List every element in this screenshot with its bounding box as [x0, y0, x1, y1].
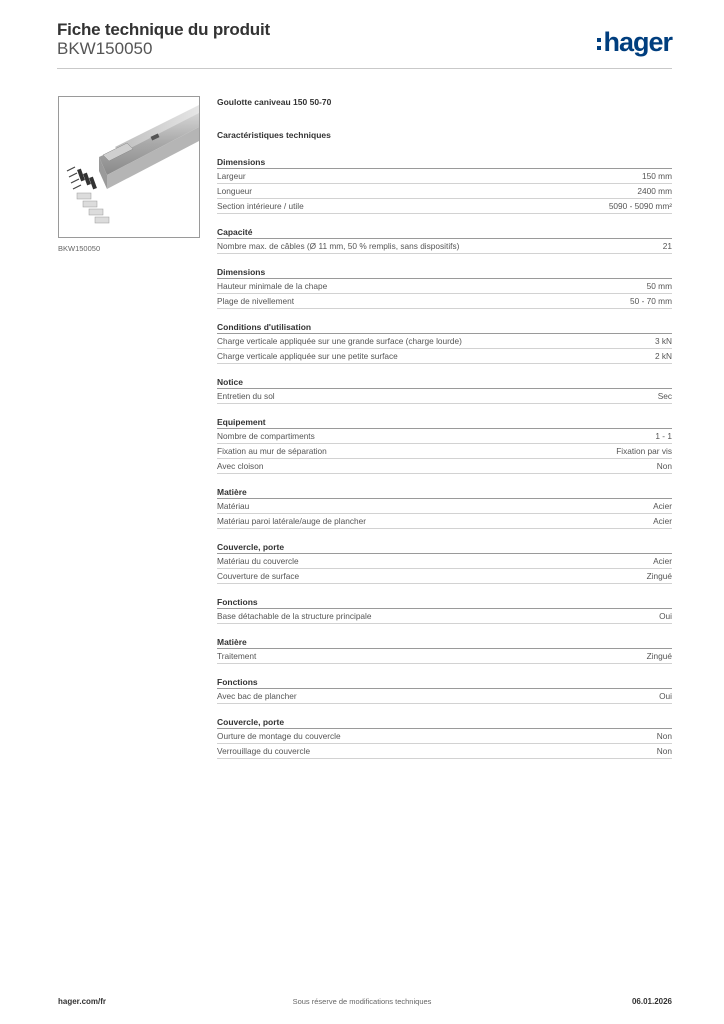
spec-section: [217, 541, 672, 584]
image-caption: BKW150050: [58, 244, 101, 253]
logo-dots-icon: [597, 38, 601, 50]
section-title: Conditions d'utilisation: [217, 321, 672, 334]
spec-label: Avec cloison: [217, 461, 264, 471]
spec-row: [217, 429, 672, 444]
spec-label: Verrouillage du couvercle: [217, 746, 311, 756]
spec-row: [217, 334, 672, 349]
spec-row: [217, 184, 672, 199]
spec-row: [217, 729, 672, 744]
spec-value: 150 mm: [642, 171, 672, 181]
spec-section: [217, 266, 672, 309]
product-name: Goulotte caniveau 150 50-70: [217, 97, 332, 107]
page-title: Fiche technique du produit: [57, 20, 270, 39]
spec-row: [217, 689, 672, 704]
logo-wordmark: hager: [603, 26, 672, 57]
section-title: Fonctions: [217, 676, 672, 689]
spec-row: [217, 609, 672, 624]
spec-row: [217, 389, 672, 404]
spec-label: Fixation au mur de séparation: [217, 446, 327, 456]
spec-section: [217, 636, 672, 664]
spec-section: [217, 486, 672, 529]
spec-label: Traitement: [217, 651, 257, 661]
spec-row: [217, 554, 672, 569]
spec-label: Matériau: [217, 501, 250, 511]
spec-label: Entretien du sol: [217, 391, 275, 401]
product-image: [58, 96, 200, 238]
spec-value: Non: [656, 746, 672, 756]
spec-content: [217, 96, 672, 759]
hager-logo: [597, 27, 672, 57]
spec-row: [217, 444, 672, 459]
spec-value: 2400 mm: [637, 186, 672, 196]
spec-value: Fixation par vis: [616, 446, 672, 456]
spec-value: 5090 - 5090 mm²: [608, 201, 672, 211]
spec-value: 50 mm: [646, 281, 672, 291]
spec-row: [217, 294, 672, 309]
section-title: Couvercle, porte: [217, 541, 672, 554]
spec-label: Charge verticale appliquée sur une petite surface: [217, 351, 398, 361]
spec-row: [217, 349, 672, 364]
spec-section: [217, 596, 672, 624]
section-title: Equipement: [217, 416, 672, 429]
spec-label: Plage de nivellement: [217, 296, 295, 306]
spec-value: Oui: [659, 611, 672, 621]
footer-disclaimer: Sous réserve de modifications techniques: [292, 997, 432, 1006]
spec-row: [217, 169, 672, 184]
spec-label: Avec bac de plancher: [217, 691, 297, 701]
section-title: Fonctions: [217, 596, 672, 609]
spec-label: Nombre de compartiments: [217, 431, 315, 441]
section-title: Couvercle, porte: [217, 716, 672, 729]
spec-value: Acier: [653, 556, 672, 566]
spec-row: [217, 199, 672, 214]
footer-website: hager.com/fr: [58, 997, 107, 1006]
spec-value: Acier: [653, 501, 672, 511]
section-title: Matière: [217, 486, 672, 499]
tech-specs-title: Caractéristiques techniques: [217, 130, 331, 140]
spec-section: [217, 376, 672, 404]
section-title: Notice: [217, 376, 672, 389]
spec-label: Longueur: [217, 186, 253, 196]
spec-section: [217, 716, 672, 759]
spec-value: 3 kN: [654, 336, 672, 346]
spec-value: Oui: [659, 691, 672, 701]
spec-section: [217, 416, 672, 474]
cable-duct-illustration-icon: [59, 97, 199, 237]
spec-row: [217, 279, 672, 294]
spec-label: Nombre max. de câbles (Ø 11 mm, 50 % remplis, sans dispositifs): [217, 241, 460, 251]
spec-label: Charge verticale appliquée sur une grande surface (charge lourde): [217, 336, 462, 346]
spec-sections: [217, 156, 672, 759]
spec-value: 50 - 70 mm: [630, 296, 672, 306]
spec-label: Matériau paroi latérale/auge de plancher: [217, 516, 366, 526]
spec-value: 21: [662, 241, 672, 251]
spec-section: [217, 676, 672, 704]
section-title: Capacité: [217, 226, 672, 239]
spec-section: [217, 321, 672, 364]
spec-label: Hauteur minimale de la chape: [217, 281, 328, 291]
spec-row: [217, 649, 672, 664]
spec-value: Acier: [653, 516, 672, 526]
spec-label: Couverture de surface: [217, 571, 300, 581]
spec-section: [217, 156, 672, 214]
spec-row: [217, 499, 672, 514]
section-title: Matière: [217, 636, 672, 649]
spec-label: Ourture de montage du couvercle: [217, 731, 341, 741]
spec-value: 2 kN: [654, 351, 672, 361]
section-title: Dimensions: [217, 156, 672, 169]
spec-row: [217, 459, 672, 474]
spec-value: Zingué: [646, 571, 672, 581]
spec-label: Matériau du couvercle: [217, 556, 299, 566]
spec-label: Base détachable de la structure principale: [217, 611, 372, 621]
section-title: Dimensions: [217, 266, 672, 279]
spec-value: Non: [656, 461, 672, 471]
product-reference: BKW150050: [57, 39, 153, 58]
spec-row: [217, 239, 672, 254]
spec-row: [217, 569, 672, 584]
spec-row: [217, 744, 672, 759]
header-divider: [57, 68, 672, 69]
spec-label: Section intérieure / utile: [217, 201, 304, 211]
spec-section: [217, 226, 672, 254]
spec-value: Sec: [657, 391, 672, 401]
spec-value: Non: [656, 731, 672, 741]
spec-label: Largeur: [217, 171, 246, 181]
spec-value: 1 - 1: [655, 431, 672, 441]
footer-date: 06.01.2026: [631, 997, 672, 1006]
spec-value: Zingué: [646, 651, 672, 661]
spec-row: [217, 514, 672, 529]
